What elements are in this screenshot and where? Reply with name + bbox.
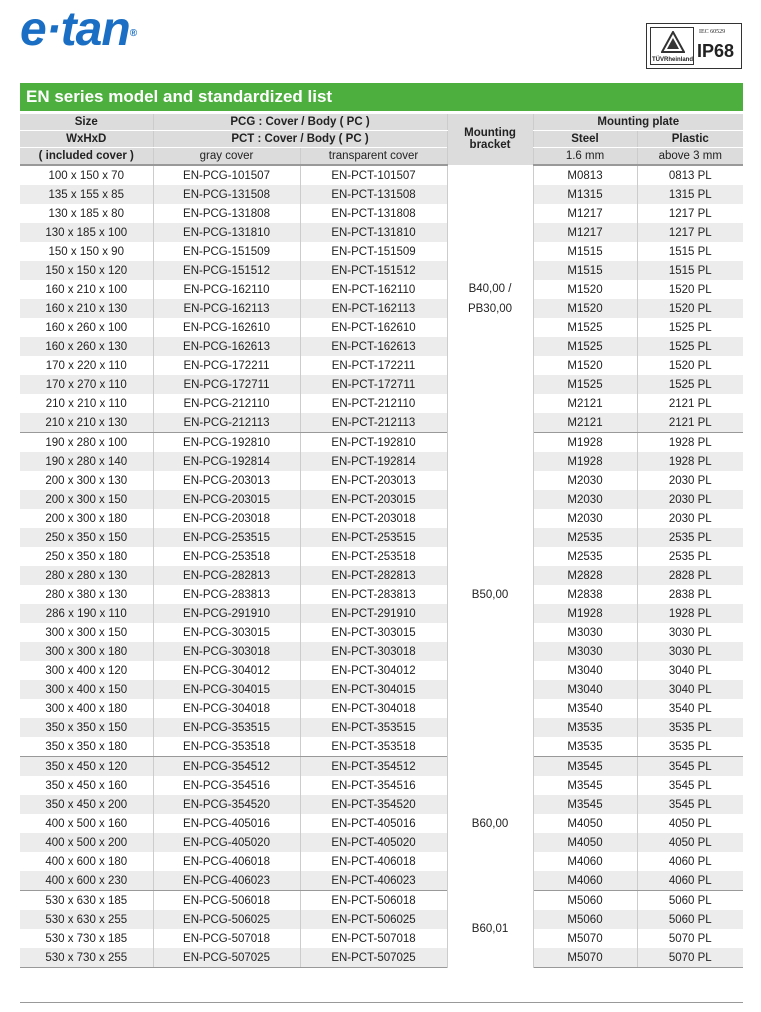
steel-plate-code: M1525	[533, 337, 637, 356]
transparent-cover-code: EN-PCT-354512	[300, 757, 447, 777]
transparent-cover-code: EN-PCT-406023	[300, 871, 447, 891]
table-row	[20, 585, 743, 604]
gray-cover-code: EN-PCG-303015	[153, 623, 300, 642]
steel-plate-code: M4060	[533, 852, 637, 871]
gray-cover-code: EN-PCG-172211	[153, 356, 300, 375]
plastic-plate-code: 1520 PL	[637, 356, 743, 375]
size-cell: 200 x 300 x 150	[20, 490, 153, 509]
plastic-plate-code: 1515 PL	[637, 261, 743, 280]
plastic-plate-code: 3545 PL	[637, 776, 743, 795]
header-mounting-bracket: Mounting bracket	[447, 114, 533, 165]
transparent-cover-code: EN-PCT-406018	[300, 852, 447, 871]
iec-standard: IEC 60529	[699, 29, 726, 35]
table-row	[20, 833, 743, 852]
bottom-rule	[20, 1002, 743, 1003]
transparent-cover-code: EN-PCT-172711	[300, 375, 447, 394]
transparent-cover-code: EN-PCT-303018	[300, 642, 447, 661]
gray-cover-code: EN-PCG-304018	[153, 699, 300, 718]
size-cell: 250 x 350 x 180	[20, 547, 153, 566]
table-row	[20, 871, 743, 891]
steel-plate-code: M5060	[533, 891, 637, 911]
steel-plate-code: M3030	[533, 623, 637, 642]
plastic-plate-code: 2535 PL	[637, 528, 743, 547]
transparent-cover-code: EN-PCT-354516	[300, 776, 447, 795]
plastic-plate-code: 1928 PL	[637, 433, 743, 453]
steel-plate-code: M2121	[533, 413, 637, 433]
transparent-cover-code: EN-PCT-253518	[300, 547, 447, 566]
tuv-mark	[650, 27, 694, 65]
transparent-cover-code: EN-PCT-507025	[300, 948, 447, 968]
steel-plate-code: M3535	[533, 718, 637, 737]
bracket-label: PB30,00	[467, 303, 513, 315]
gray-cover-code: EN-PCG-131810	[153, 223, 300, 242]
transparent-cover-code: EN-PCT-354520	[300, 795, 447, 814]
table-row	[20, 776, 743, 795]
gray-cover-code: EN-PCG-162613	[153, 337, 300, 356]
transparent-cover-code: EN-PCT-304018	[300, 699, 447, 718]
mounting-bracket-cell	[447, 165, 533, 433]
size-cell: 130 x 185 x 100	[20, 223, 153, 242]
steel-plate-code: M2030	[533, 471, 637, 490]
plastic-plate-code: 1315 PL	[637, 185, 743, 204]
header-transparent-cover: transparent cover	[300, 148, 447, 166]
size-cell: 350 x 450 x 200	[20, 795, 153, 814]
gray-cover-code: EN-PCG-162113	[153, 299, 300, 318]
size-cell: 300 x 400 x 120	[20, 661, 153, 680]
transparent-cover-code: EN-PCT-162113	[300, 299, 447, 318]
table-row	[20, 318, 743, 337]
steel-plate-code: M1217	[533, 223, 637, 242]
plastic-plate-code: 3545 PL	[637, 757, 743, 777]
plastic-plate-code: 2030 PL	[637, 471, 743, 490]
steel-plate-code: M5060	[533, 910, 637, 929]
header-pct: PCT : Cover / Body ( PC )	[153, 131, 447, 148]
table-row	[20, 604, 743, 623]
steel-plate-code: M1515	[533, 242, 637, 261]
table-row	[20, 547, 743, 566]
plastic-plate-code: 1928 PL	[637, 604, 743, 623]
transparent-cover-code: EN-PCT-507018	[300, 929, 447, 948]
table-row	[20, 718, 743, 737]
transparent-cover-code: EN-PCT-405016	[300, 814, 447, 833]
plastic-plate-code: 2030 PL	[637, 509, 743, 528]
gray-cover-code: EN-PCG-353515	[153, 718, 300, 737]
table-row	[20, 413, 743, 433]
steel-plate-code: M3545	[533, 795, 637, 814]
table-row	[20, 891, 743, 911]
size-cell: 160 x 210 x 100	[20, 280, 153, 299]
transparent-cover-code: EN-PCT-291910	[300, 604, 447, 623]
plastic-plate-code: 2030 PL	[637, 490, 743, 509]
table-row	[20, 528, 743, 547]
size-cell: 170 x 270 x 110	[20, 375, 153, 394]
transparent-cover-code: EN-PCT-192814	[300, 452, 447, 471]
plastic-plate-code: 3040 PL	[637, 661, 743, 680]
transparent-cover-code: EN-PCT-101507	[300, 165, 447, 185]
transparent-cover-code: EN-PCT-192810	[300, 433, 447, 453]
transparent-cover-code: EN-PCT-162613	[300, 337, 447, 356]
gray-cover-code: EN-PCG-192810	[153, 433, 300, 453]
steel-plate-code: M3545	[533, 757, 637, 777]
gray-cover-code: EN-PCG-162610	[153, 318, 300, 337]
plastic-plate-code: 1217 PL	[637, 204, 743, 223]
steel-plate-code: M1520	[533, 356, 637, 375]
header-mounting-plate: Mounting plate	[533, 114, 743, 131]
gray-cover-code: EN-PCG-212113	[153, 413, 300, 433]
steel-plate-code: M2030	[533, 509, 637, 528]
header-pcg: PCG : Cover / Body ( PC )	[153, 114, 447, 131]
size-cell: 150 x 150 x 90	[20, 242, 153, 261]
transparent-cover-code: EN-PCT-203018	[300, 509, 447, 528]
gray-cover-code: EN-PCG-131808	[153, 204, 300, 223]
gray-cover-code: EN-PCG-162110	[153, 280, 300, 299]
size-cell: 400 x 500 x 160	[20, 814, 153, 833]
plastic-plate-code: 5060 PL	[637, 891, 743, 911]
size-cell: 250 x 350 x 150	[20, 528, 153, 547]
gray-cover-code: EN-PCG-303018	[153, 642, 300, 661]
size-cell: 286 x 190 x 110	[20, 604, 153, 623]
mounting-bracket-cell	[447, 757, 533, 891]
size-cell: 160 x 260 x 100	[20, 318, 153, 337]
size-cell: 350 x 450 x 120	[20, 757, 153, 777]
size-cell: 350 x 350 x 180	[20, 737, 153, 757]
table-row	[20, 757, 743, 777]
gray-cover-code: EN-PCG-283813	[153, 585, 300, 604]
transparent-cover-code: EN-PCT-203013	[300, 471, 447, 490]
steel-plate-code: M2535	[533, 547, 637, 566]
plastic-plate-code: 1217 PL	[637, 223, 743, 242]
size-cell: 150 x 150 x 120	[20, 261, 153, 280]
steel-plate-code: M1520	[533, 299, 637, 318]
gray-cover-code: EN-PCG-203015	[153, 490, 300, 509]
plastic-plate-code: 2838 PL	[637, 585, 743, 604]
table-row	[20, 642, 743, 661]
table-row	[20, 509, 743, 528]
steel-plate-code: M5070	[533, 929, 637, 948]
transparent-cover-code: EN-PCT-131810	[300, 223, 447, 242]
plastic-plate-code: 4060 PL	[637, 852, 743, 871]
plastic-plate-code: 5060 PL	[637, 910, 743, 929]
size-cell: 530 x 630 x 255	[20, 910, 153, 929]
plastic-plate-code: 1525 PL	[637, 318, 743, 337]
gray-cover-code: EN-PCG-212110	[153, 394, 300, 413]
page-title: EN series model and standardized list	[20, 83, 743, 111]
plastic-plate-code: 3040 PL	[637, 680, 743, 699]
gray-cover-code: EN-PCG-353518	[153, 737, 300, 757]
steel-plate-code: M4050	[533, 814, 637, 833]
gray-cover-code: EN-PCG-253515	[153, 528, 300, 547]
table-row	[20, 948, 743, 968]
plastic-plate-code: 2828 PL	[637, 566, 743, 585]
gray-cover-code: EN-PCG-253518	[153, 547, 300, 566]
steel-plate-code: M1525	[533, 375, 637, 394]
gray-cover-code: EN-PCG-203018	[153, 509, 300, 528]
table-row	[20, 737, 743, 757]
header-plastic-thickness: above 3 mm	[637, 148, 743, 166]
gray-cover-code: EN-PCG-304015	[153, 680, 300, 699]
transparent-cover-code: EN-PCT-151512	[300, 261, 447, 280]
size-cell: 300 x 300 x 150	[20, 623, 153, 642]
plastic-plate-code: 3030 PL	[637, 623, 743, 642]
steel-plate-code: M0813	[533, 165, 637, 185]
size-cell: 300 x 400 x 150	[20, 680, 153, 699]
steel-plate-code: M2838	[533, 585, 637, 604]
size-cell: 400 x 600 x 230	[20, 871, 153, 891]
table-row	[20, 929, 743, 948]
plastic-plate-code: 4050 PL	[637, 833, 743, 852]
steel-plate-code: M1515	[533, 261, 637, 280]
gray-cover-code: EN-PCG-406023	[153, 871, 300, 891]
steel-plate-code: M1217	[533, 204, 637, 223]
gray-cover-code: EN-PCG-507025	[153, 948, 300, 968]
steel-plate-code: M2535	[533, 528, 637, 547]
size-cell: 530 x 730 x 255	[20, 948, 153, 968]
table-row	[20, 242, 743, 261]
size-cell: 210 x 210 x 110	[20, 394, 153, 413]
steel-plate-code: M1315	[533, 185, 637, 204]
size-cell: 300 x 400 x 180	[20, 699, 153, 718]
steel-plate-code: M4060	[533, 871, 637, 891]
plastic-plate-code: 5070 PL	[637, 948, 743, 968]
table-row	[20, 433, 743, 453]
table-row	[20, 375, 743, 394]
header-gray-cover: gray cover	[153, 148, 300, 166]
table-row	[20, 490, 743, 509]
steel-plate-code: M5070	[533, 948, 637, 968]
header-steel-thickness: 1.6 mm	[533, 148, 637, 166]
gray-cover-code: EN-PCG-151512	[153, 261, 300, 280]
plastic-plate-code: 3540 PL	[637, 699, 743, 718]
steel-plate-code: M1928	[533, 433, 637, 453]
size-cell: 190 x 280 x 140	[20, 452, 153, 471]
size-cell: 400 x 600 x 180	[20, 852, 153, 871]
table-row	[20, 356, 743, 375]
transparent-cover-code: EN-PCT-304015	[300, 680, 447, 699]
transparent-cover-code: EN-PCT-253515	[300, 528, 447, 547]
steel-plate-code: M3040	[533, 661, 637, 680]
transparent-cover-code: EN-PCT-162110	[300, 280, 447, 299]
transparent-cover-code: EN-PCT-353518	[300, 737, 447, 757]
gray-cover-code: EN-PCG-354520	[153, 795, 300, 814]
transparent-cover-code: EN-PCT-506025	[300, 910, 447, 929]
gray-cover-code: EN-PCG-172711	[153, 375, 300, 394]
table-row	[20, 566, 743, 585]
table-row	[20, 204, 743, 223]
table-row	[20, 261, 743, 280]
table-row	[20, 165, 743, 185]
bracket-label: B50,00	[471, 588, 509, 601]
gray-cover-code: EN-PCG-405020	[153, 833, 300, 852]
steel-plate-code: M2030	[533, 490, 637, 509]
table-row	[20, 623, 743, 642]
transparent-cover-code: EN-PCT-131508	[300, 185, 447, 204]
size-cell: 280 x 280 x 130	[20, 566, 153, 585]
size-cell: 210 x 210 x 130	[20, 413, 153, 433]
gray-cover-code: EN-PCG-405016	[153, 814, 300, 833]
size-cell: 530 x 630 x 185	[20, 891, 153, 911]
header-plastic: Plastic	[637, 131, 743, 148]
table-row	[20, 223, 743, 242]
table-row	[20, 452, 743, 471]
size-cell: 190 x 280 x 100	[20, 433, 153, 453]
plastic-plate-code: 1928 PL	[637, 452, 743, 471]
size-cell: 350 x 350 x 150	[20, 718, 153, 737]
transparent-cover-code: EN-PCT-405020	[300, 833, 447, 852]
transparent-cover-code: EN-PCT-162610	[300, 318, 447, 337]
gray-cover-code: EN-PCG-192814	[153, 452, 300, 471]
gray-cover-code: EN-PCG-203013	[153, 471, 300, 490]
plastic-plate-code: 1520 PL	[637, 280, 743, 299]
table-row	[20, 852, 743, 871]
gray-cover-code: EN-PCG-354512	[153, 757, 300, 777]
gray-cover-code: EN-PCG-291910	[153, 604, 300, 623]
steel-plate-code: M1525	[533, 318, 637, 337]
steel-plate-code: M2828	[533, 566, 637, 585]
steel-plate-code: M1520	[533, 280, 637, 299]
gray-cover-code: EN-PCG-304012	[153, 661, 300, 680]
gray-cover-code: EN-PCG-101507	[153, 165, 300, 185]
plastic-plate-code: 4050 PL	[637, 814, 743, 833]
size-cell: 160 x 260 x 130	[20, 337, 153, 356]
transparent-cover-code: EN-PCT-131808	[300, 204, 447, 223]
steel-plate-code: M3040	[533, 680, 637, 699]
plastic-plate-code: 2121 PL	[637, 394, 743, 413]
transparent-cover-code: EN-PCT-203015	[300, 490, 447, 509]
plastic-plate-code: 3030 PL	[637, 642, 743, 661]
plastic-plate-code: 0813 PL	[637, 165, 743, 185]
steel-plate-code: M1928	[533, 452, 637, 471]
plastic-plate-code: 3535 PL	[637, 718, 743, 737]
certification-badge	[646, 23, 742, 69]
steel-plate-code: M3535	[533, 737, 637, 757]
steel-plate-code: M4050	[533, 833, 637, 852]
size-cell: 170 x 220 x 110	[20, 356, 153, 375]
transparent-cover-code: EN-PCT-304012	[300, 661, 447, 680]
tuv-label: TÜVRheinland	[652, 57, 694, 63]
size-cell: 200 x 300 x 130	[20, 471, 153, 490]
ip-rating: IP68	[697, 41, 735, 61]
registered-mark: ®	[129, 28, 137, 39]
table-row	[20, 337, 743, 356]
table-row	[20, 394, 743, 413]
header-steel: Steel	[533, 131, 637, 148]
size-cell: 300 x 300 x 180	[20, 642, 153, 661]
plastic-plate-code: 2535 PL	[637, 547, 743, 566]
table-row	[20, 795, 743, 814]
gray-cover-code: EN-PCG-282813	[153, 566, 300, 585]
table-row	[20, 471, 743, 490]
steel-plate-code: M3540	[533, 699, 637, 718]
plastic-plate-code: 1525 PL	[637, 375, 743, 394]
gray-cover-code: EN-PCG-354516	[153, 776, 300, 795]
gray-cover-code: EN-PCG-406018	[153, 852, 300, 871]
gray-cover-code: EN-PCG-151509	[153, 242, 300, 261]
transparent-cover-code: EN-PCT-212113	[300, 413, 447, 433]
transparent-cover-code: EN-PCT-282813	[300, 566, 447, 585]
size-cell: 160 x 210 x 130	[20, 299, 153, 318]
bracket-label: B40,00 /	[468, 283, 512, 295]
size-cell: 280 x 380 x 130	[20, 585, 153, 604]
size-cell: 130 x 185 x 80	[20, 204, 153, 223]
header-size: Size	[20, 114, 153, 131]
logo-text: e·tan	[20, 3, 130, 56]
transparent-cover-code: EN-PCT-151509	[300, 242, 447, 261]
mounting-bracket-cell	[447, 433, 533, 757]
table-row	[20, 661, 743, 680]
table-row	[20, 699, 743, 718]
plastic-plate-code: 5070 PL	[637, 929, 743, 948]
plastic-plate-code: 1525 PL	[637, 337, 743, 356]
steel-plate-code: M1928	[533, 604, 637, 623]
transparent-cover-code: EN-PCT-506018	[300, 891, 447, 911]
plastic-plate-code: 3535 PL	[637, 737, 743, 757]
steel-plate-code: M3545	[533, 776, 637, 795]
size-cell: 200 x 300 x 180	[20, 509, 153, 528]
plastic-plate-code: 1515 PL	[637, 242, 743, 261]
table-row	[20, 814, 743, 833]
tuv-triangle-icon	[661, 31, 685, 53]
transparent-cover-code: EN-PCT-172211	[300, 356, 447, 375]
table-row	[20, 280, 743, 299]
table-row	[20, 299, 743, 318]
transparent-cover-code: EN-PCT-212110	[300, 394, 447, 413]
mounting-bracket-cell	[447, 891, 533, 968]
bracket-label: B60,00	[471, 817, 509, 830]
table-row	[20, 185, 743, 204]
table-row	[20, 910, 743, 929]
table-row	[20, 680, 743, 699]
bracket-label: B60,01	[471, 923, 509, 935]
plastic-plate-code: 1520 PL	[637, 299, 743, 318]
size-cell: 400 x 500 x 200	[20, 833, 153, 852]
size-cell: 100 x 150 x 70	[20, 165, 153, 185]
model-table	[20, 114, 743, 968]
header-size-note: ( included cover )	[20, 148, 153, 166]
steel-plate-code: M2121	[533, 394, 637, 413]
plastic-plate-code: 3545 PL	[637, 795, 743, 814]
size-cell: 135 x 155 x 85	[20, 185, 153, 204]
gray-cover-code: EN-PCG-506025	[153, 910, 300, 929]
size-cell: 350 x 450 x 160	[20, 776, 153, 795]
size-cell: 530 x 730 x 185	[20, 929, 153, 948]
transparent-cover-code: EN-PCT-303015	[300, 623, 447, 642]
plastic-plate-code: 2121 PL	[637, 413, 743, 433]
gray-cover-code: EN-PCG-506018	[153, 891, 300, 911]
transparent-cover-code: EN-PCT-353515	[300, 718, 447, 737]
transparent-cover-code: EN-PCT-283813	[300, 585, 447, 604]
etan-logo	[20, 3, 137, 56]
plastic-plate-code: 4060 PL	[637, 871, 743, 891]
gray-cover-code: EN-PCG-507018	[153, 929, 300, 948]
steel-plate-code: M3030	[533, 642, 637, 661]
gray-cover-code: EN-PCG-131508	[153, 185, 300, 204]
header-size-sub: WxHxD	[20, 131, 153, 148]
